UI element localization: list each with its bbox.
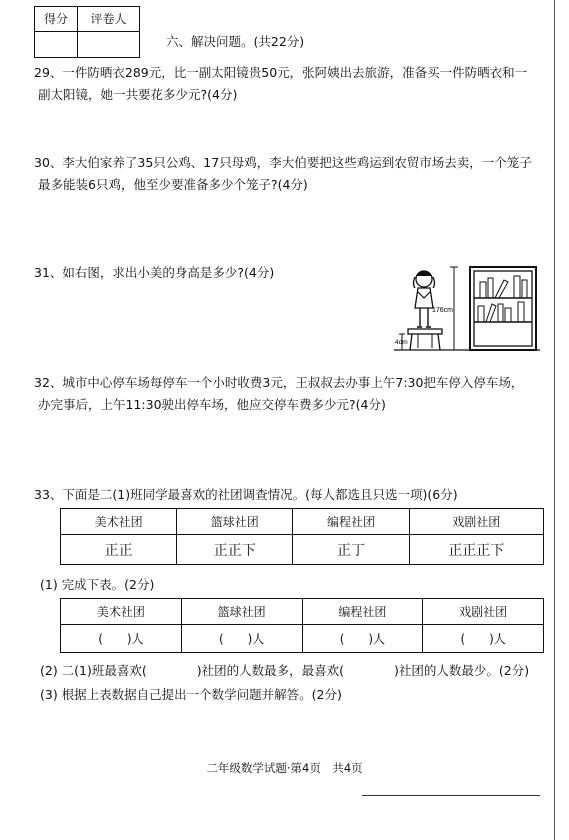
tally-header-art: 美术社团 — [61, 509, 177, 535]
tally-drama: 正正正下 — [409, 535, 543, 565]
score-box — [34, 6, 140, 58]
margin-rule — [554, 0, 555, 840]
question-32-line2: 办完事后，上午11:30驶出停车场，他应交停车费多少元?(4分) — [38, 397, 386, 412]
tally-table — [60, 508, 544, 565]
answer-header-art: 美术社团 — [61, 599, 182, 625]
tally-coding: 正丁 — [293, 535, 409, 565]
question-30-line2: 最多能装6只鸡，他至少要准备多少个笼子?(4分) — [38, 177, 308, 192]
tally-art: 正正 — [61, 535, 177, 565]
page-footer: 二年级数学试题·第4页 共4页 — [206, 761, 363, 775]
bottom-rule — [362, 795, 540, 796]
question-33-sub3: (3) 根据上表数据自己提出一个数学问题并解答。(2分) — [40, 687, 342, 702]
question-33: 33、下面是二(1)班同学最喜欢的社团调查情况。(每人都选且只选一项)(6分) — [34, 487, 458, 502]
answer-table — [60, 598, 544, 653]
section-title: 六、解决问题。(共22分) — [166, 34, 305, 49]
question-30-line1: 30、李大伯家养了35只公鸡、17只母鸡，李大伯要把这些鸡运到农贸市场去卖，一个笼子 — [34, 155, 532, 170]
total-height-label: 176cm — [432, 307, 454, 314]
question-32 — [34, 372, 554, 416]
question-30 — [34, 152, 554, 196]
answer-header-coding: 编程社团 — [302, 599, 423, 625]
question-29-line1: 29、一件防晒衣289元，比一副太阳镜贵50元，张阿姨出去旅游，准备买一件防晒衣和一 — [34, 65, 528, 80]
question-31: 31、如右图，求出小美的身高是多少?(4分) — [34, 265, 275, 280]
answer-cell-basketball[interactable]: ( )人 — [181, 625, 302, 653]
answer-header-drama: 戏剧社团 — [423, 599, 544, 625]
answer-header-basketball: 篮球社团 — [181, 599, 302, 625]
tally-header-drama: 戏剧社团 — [409, 509, 543, 535]
question-33-sub2: (2) 二(1)班最喜欢( )社团的人数最多，最喜欢( )社团的人数最少。(2分) — [40, 663, 530, 678]
tally-header-basketball: 篮球社团 — [177, 509, 293, 535]
stool-height-label: 4dm — [395, 339, 408, 346]
question-29-line2: 副太阳镜，她一共要花多少元?(4分) — [38, 87, 238, 102]
tally-basketball: 正正下 — [177, 535, 293, 565]
question-32-line1: 32、城市中心停车场每停车一个小时收费3元，王叔叔去办事上午7:30把车停入停车场， — [34, 375, 524, 390]
answer-cell-art[interactable]: ( )人 — [61, 625, 182, 653]
question-33-sub1: (1) 完成下表。(2分) — [40, 577, 155, 592]
grader-label: 评卷人 — [90, 12, 127, 26]
girl-bookshelf-figure — [394, 262, 554, 358]
answer-cell-drama[interactable]: ( )人 — [423, 625, 544, 653]
score-label: 得分 — [43, 12, 68, 26]
question-29 — [34, 62, 554, 106]
answer-cell-coding[interactable]: ( )人 — [302, 625, 423, 653]
tally-header-coding: 编程社团 — [293, 509, 409, 535]
